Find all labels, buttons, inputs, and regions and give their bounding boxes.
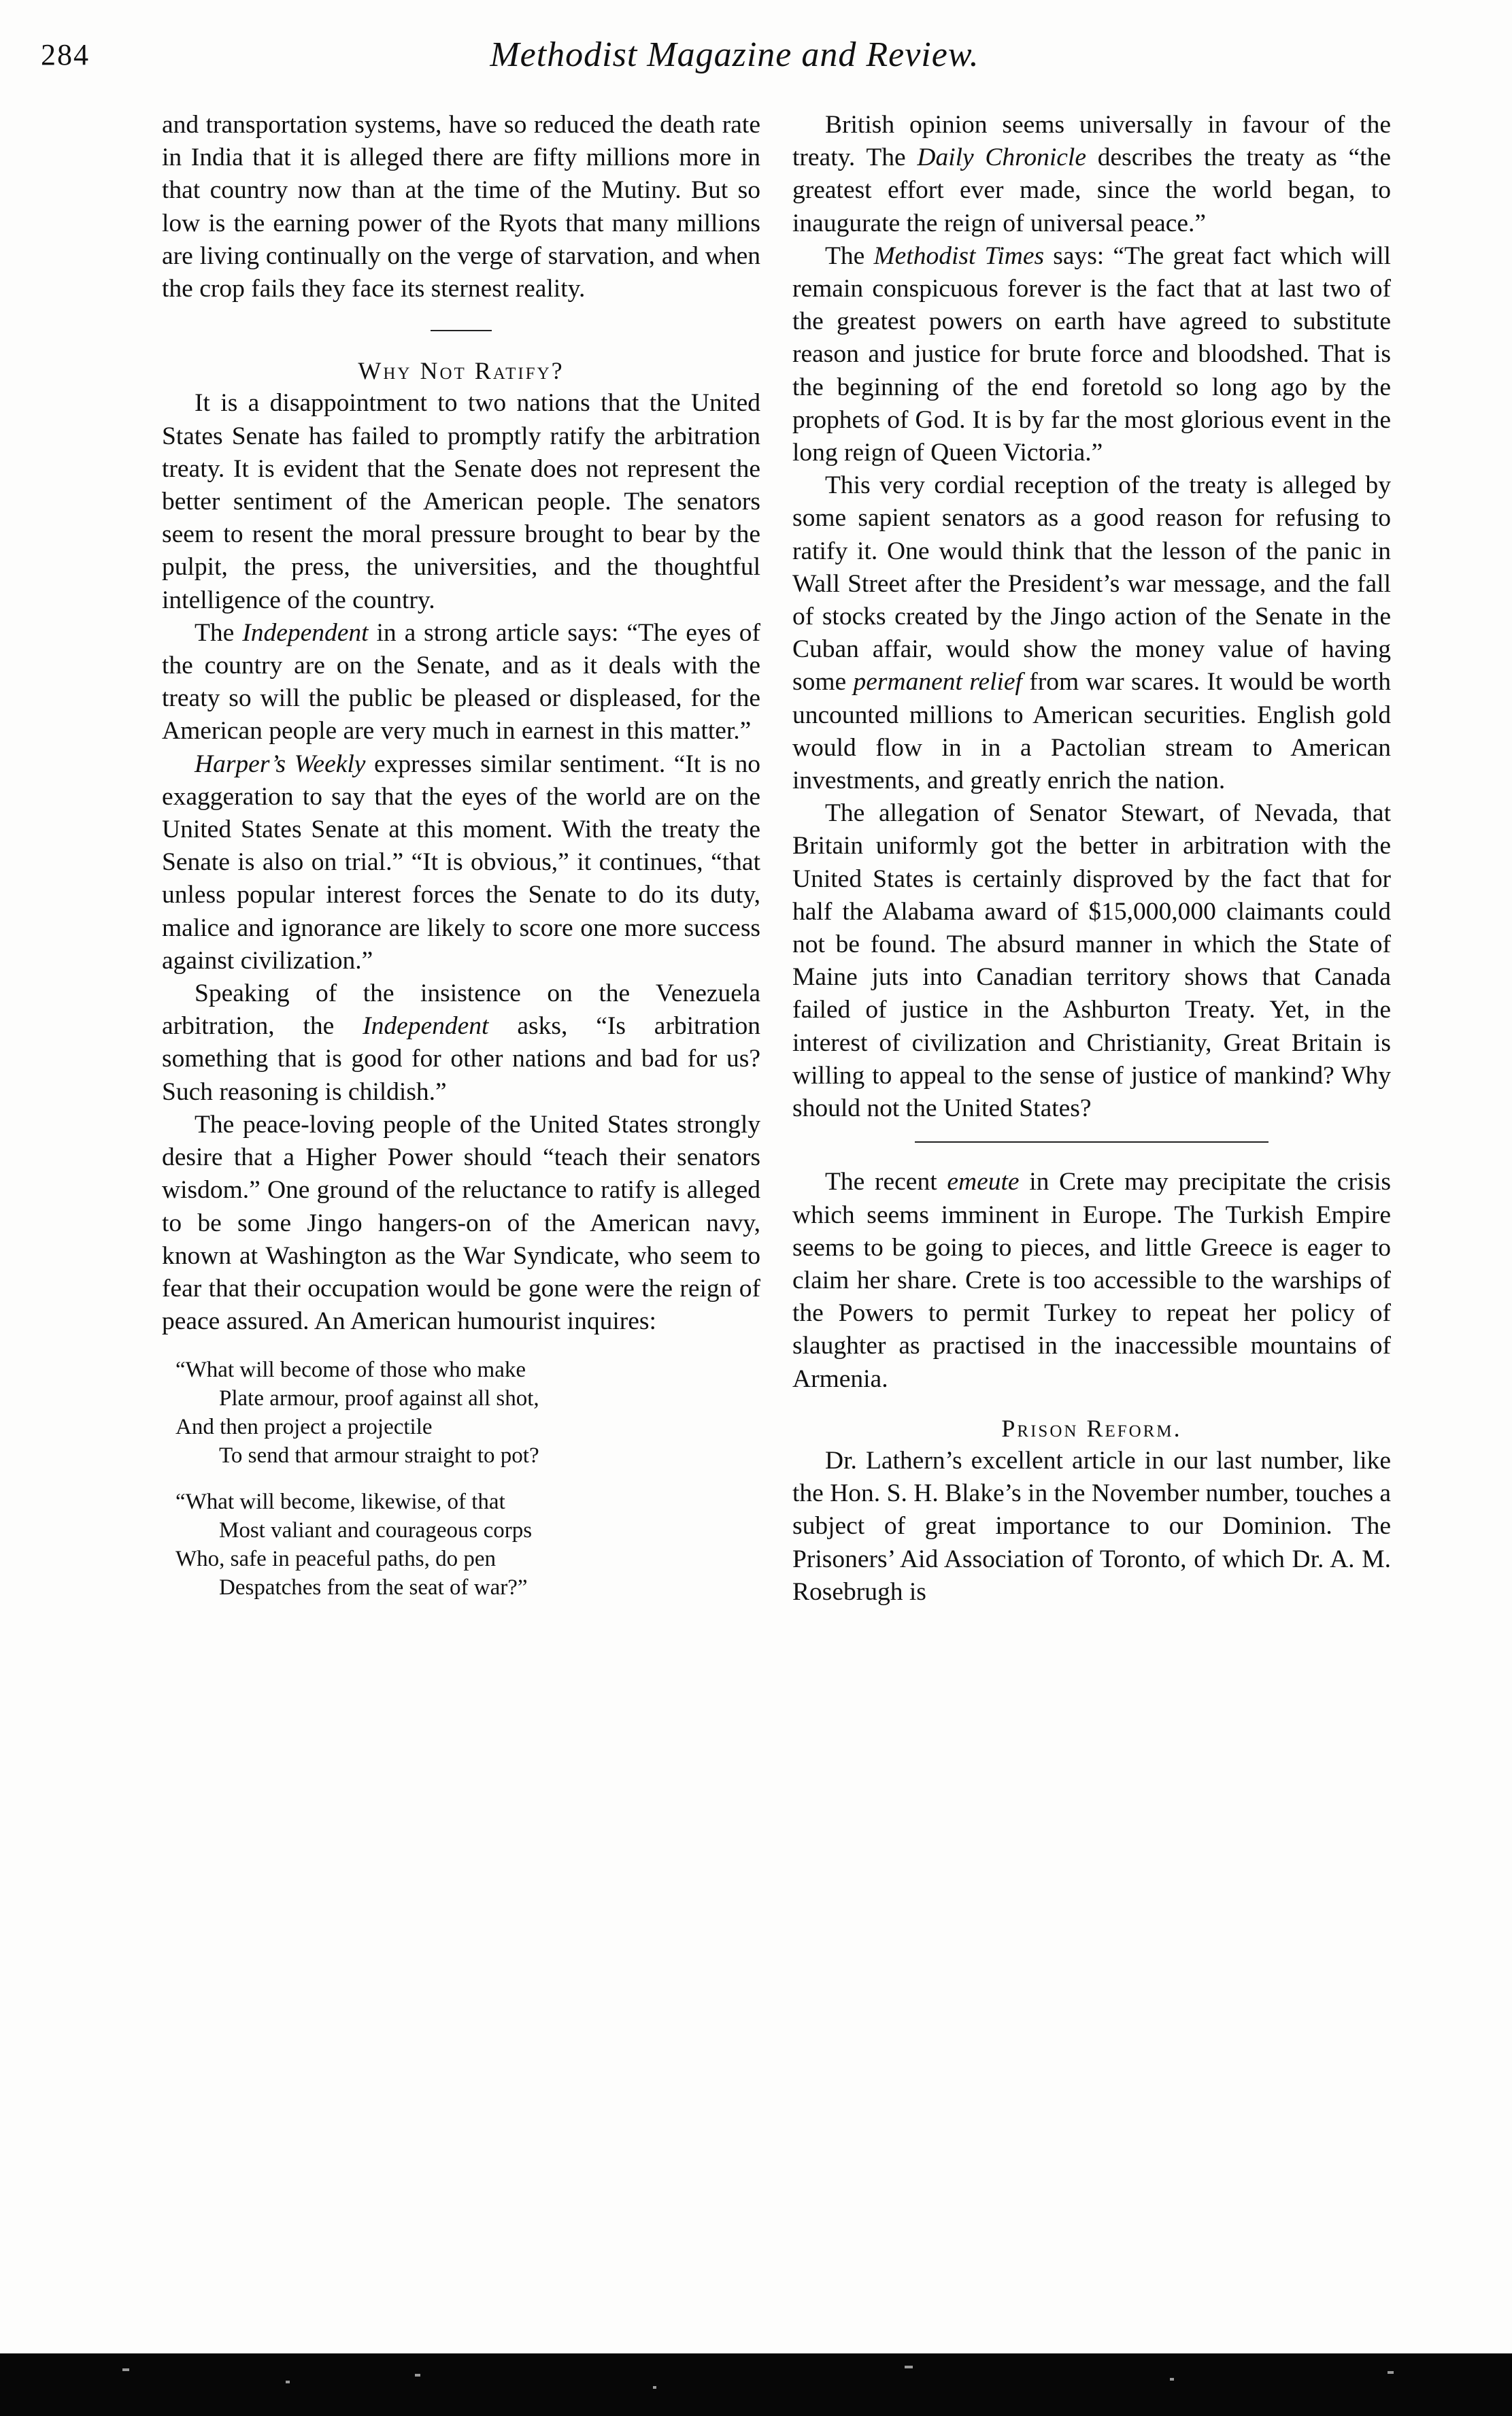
section-divider — [431, 330, 492, 331]
verse-line: To send that armour straight to pot? — [219, 1443, 539, 1469]
scan-speck — [122, 2368, 129, 2371]
verse-line: “What will become, likewise, of that — [175, 1490, 505, 1515]
paragraph: The recent emeute in Crete may precipitate the crisis which seems imminent in Europe. The Turkish Empire seems to be going to pieces, and little Greece is eager to claim her share. Crete is too accessible to the warships of the Powers to permit Turkey to repeat her policy of slaughter as practised in the inaccessible mountains of Armenia. — [792, 1168, 1392, 1393]
scan-edge-strip — [0, 2353, 1512, 2416]
publication-name: Methodist Times — [873, 241, 1045, 270]
paragraph: Dr. Lathern’s excellent article in our last number, like the Hon. S. H. Blake’s in the November number, touches a subject of great importance to our Dominion. The Prisoners’ Aid Association of Toronto, of which Dr. A. M. Rosebrugh is — [792, 1446, 1391, 1606]
scan-speck — [1170, 2378, 1174, 2381]
verse-line: Most valiant and courageous corps — [219, 1518, 533, 1543]
page-header — [41, 37, 1428, 92]
verse-line: Despatches from the seat of war?” — [219, 1575, 528, 1600]
emphasis: emeute — [947, 1168, 1020, 1196]
section-heading-why-not-ratify: Why Not Ratify? — [358, 357, 565, 385]
publication-name: Harper’s Weekly — [195, 750, 366, 778]
scan-speck — [286, 2381, 290, 2383]
paragraph: British opinion seems universally in favour of the treaty. The Daily Chronicle describes the treaty as “the greatest effort ever made, since the world began, to inaugurate the reign of universal peace.” — [792, 111, 1391, 237]
scan-speck — [653, 2386, 656, 2389]
publication-name: Daily Chronicle — [917, 144, 1086, 172]
paragraph: Harper’s Weekly expresses similar sentiment. “It is no exaggeration to say that the eyes of the world are on the United States Senate at this moment. With the treaty the Senate is also on trial.” “It is obvious,” it continues, “that unless popular interest forces the Senate to do its duty, malice and ignorance are likely to score one more success against civilization.” — [162, 750, 760, 975]
scan-speck — [1388, 2371, 1394, 2374]
left-column — [162, 109, 760, 1602]
paragraph: and transportation systems, have so reduced the death rate in India that it is alleged there are fifty millions more in that country now than at the time of the Mutiny. But so low is the earning power of the Ryots that many millions are living continually on the verge of starvation, and when the crop fails they face its sternest reality. — [162, 111, 760, 303]
paragraph: This very cordial reception of the treaty is alleged by some sapient senators as a good reason for refusing to ratify it. One would think that the lesson of the panic in Wall Street after the President’s war message, and the fall of stocks created by the Jingo action of the Senate in the Cuban affair, would show the money value of having some permanent relief from war scares. It would be worth uncounted millions to American securities. English gold would flow in in a Pactolian stream to American investments, and greatly enrich the nation. — [792, 471, 1391, 795]
paragraph: Speaking of the insistence on the Venezuela arbitration, the Independent asks, “Is arbitration something that is good for other nations and bad for us? Such reasoning is childish.” — [162, 979, 760, 1106]
section-divider — [915, 1141, 1269, 1143]
scan-speck — [415, 2374, 420, 2377]
verse-stanza-1 — [162, 1356, 760, 1470]
right-column — [792, 109, 1391, 1609]
verse-line: “What will become of those who make — [175, 1358, 526, 1383]
paragraph: The allegation of Senator Stewart, of Nevada, that Britain uniformly got the better in arbitration with the United States is certainly disproved by the fact that for half the Alabama award of $15,000,000 claimants could not be found. The absurd manner in which the State of Maine juts into Canadian territory shows that Canada failed of justice in the Ashburton Treaty. Yet, in the interest of civilization and Christianity, Great Britain is willing to appeal to the sense of justice of mankind? Why should not the United States? — [792, 799, 1391, 1123]
publication-name: Independent — [363, 1012, 489, 1041]
paragraph: The peace-loving people of the United States strongly desire that a Higher Power should “teach their senators wisdom.” One ground of the reluctance to ratify is alleged to be some Jingo hangers-on of the American navy, known at Washington as the War Syndicate, who seem to fear that their occupation would be gone were the reign of peace assured. An American humourist inquires: — [162, 1110, 760, 1336]
verse-line: Who, safe in peaceful paths, do pen — [175, 1547, 496, 1572]
paragraph: The Methodist Times says: “The great fact which will remain conspicuous forever is the fact that at last two of the greatest powers on earth have agreed to substitute reason and justice for brute force and bloodshed. That is the beginning of the end foretold so long ago by the prophets of God. It is by far the most glorious event in the long reign of Queen Victoria.” — [792, 241, 1391, 467]
running-title: Methodist Magazine and Review. — [490, 35, 979, 74]
verse-line: And then project a projectile — [175, 1415, 433, 1440]
paragraph: It is a disappointment to two nations that the United States Senate has failed to promptly ratify the arbitration treaty. It is evident that the Senate does not represent the better sentiment of the American people. The senators seem to resent the moral pressure brought to bear by the pulpit, the press, the universities, and the thoughtful intelligence of the country. — [162, 389, 760, 614]
scan-speck — [905, 2366, 913, 2368]
verse-stanza-2 — [162, 1488, 760, 1602]
page-number: 284 — [41, 38, 90, 71]
paragraph: The Independent in a strong article says: “The eyes of the country are on the Senate, and as it deals with the treaty so will the public be pleased or displeased, for the American people are very much in earnest in this matter.” — [162, 618, 760, 745]
section-heading-prison-reform: Prison Reform. — [1001, 1414, 1182, 1442]
emphasis: permanent relief — [853, 668, 1022, 697]
verse-line: Plate armour, proof against all shot, — [219, 1386, 539, 1411]
publication-name: Independent — [242, 618, 369, 647]
